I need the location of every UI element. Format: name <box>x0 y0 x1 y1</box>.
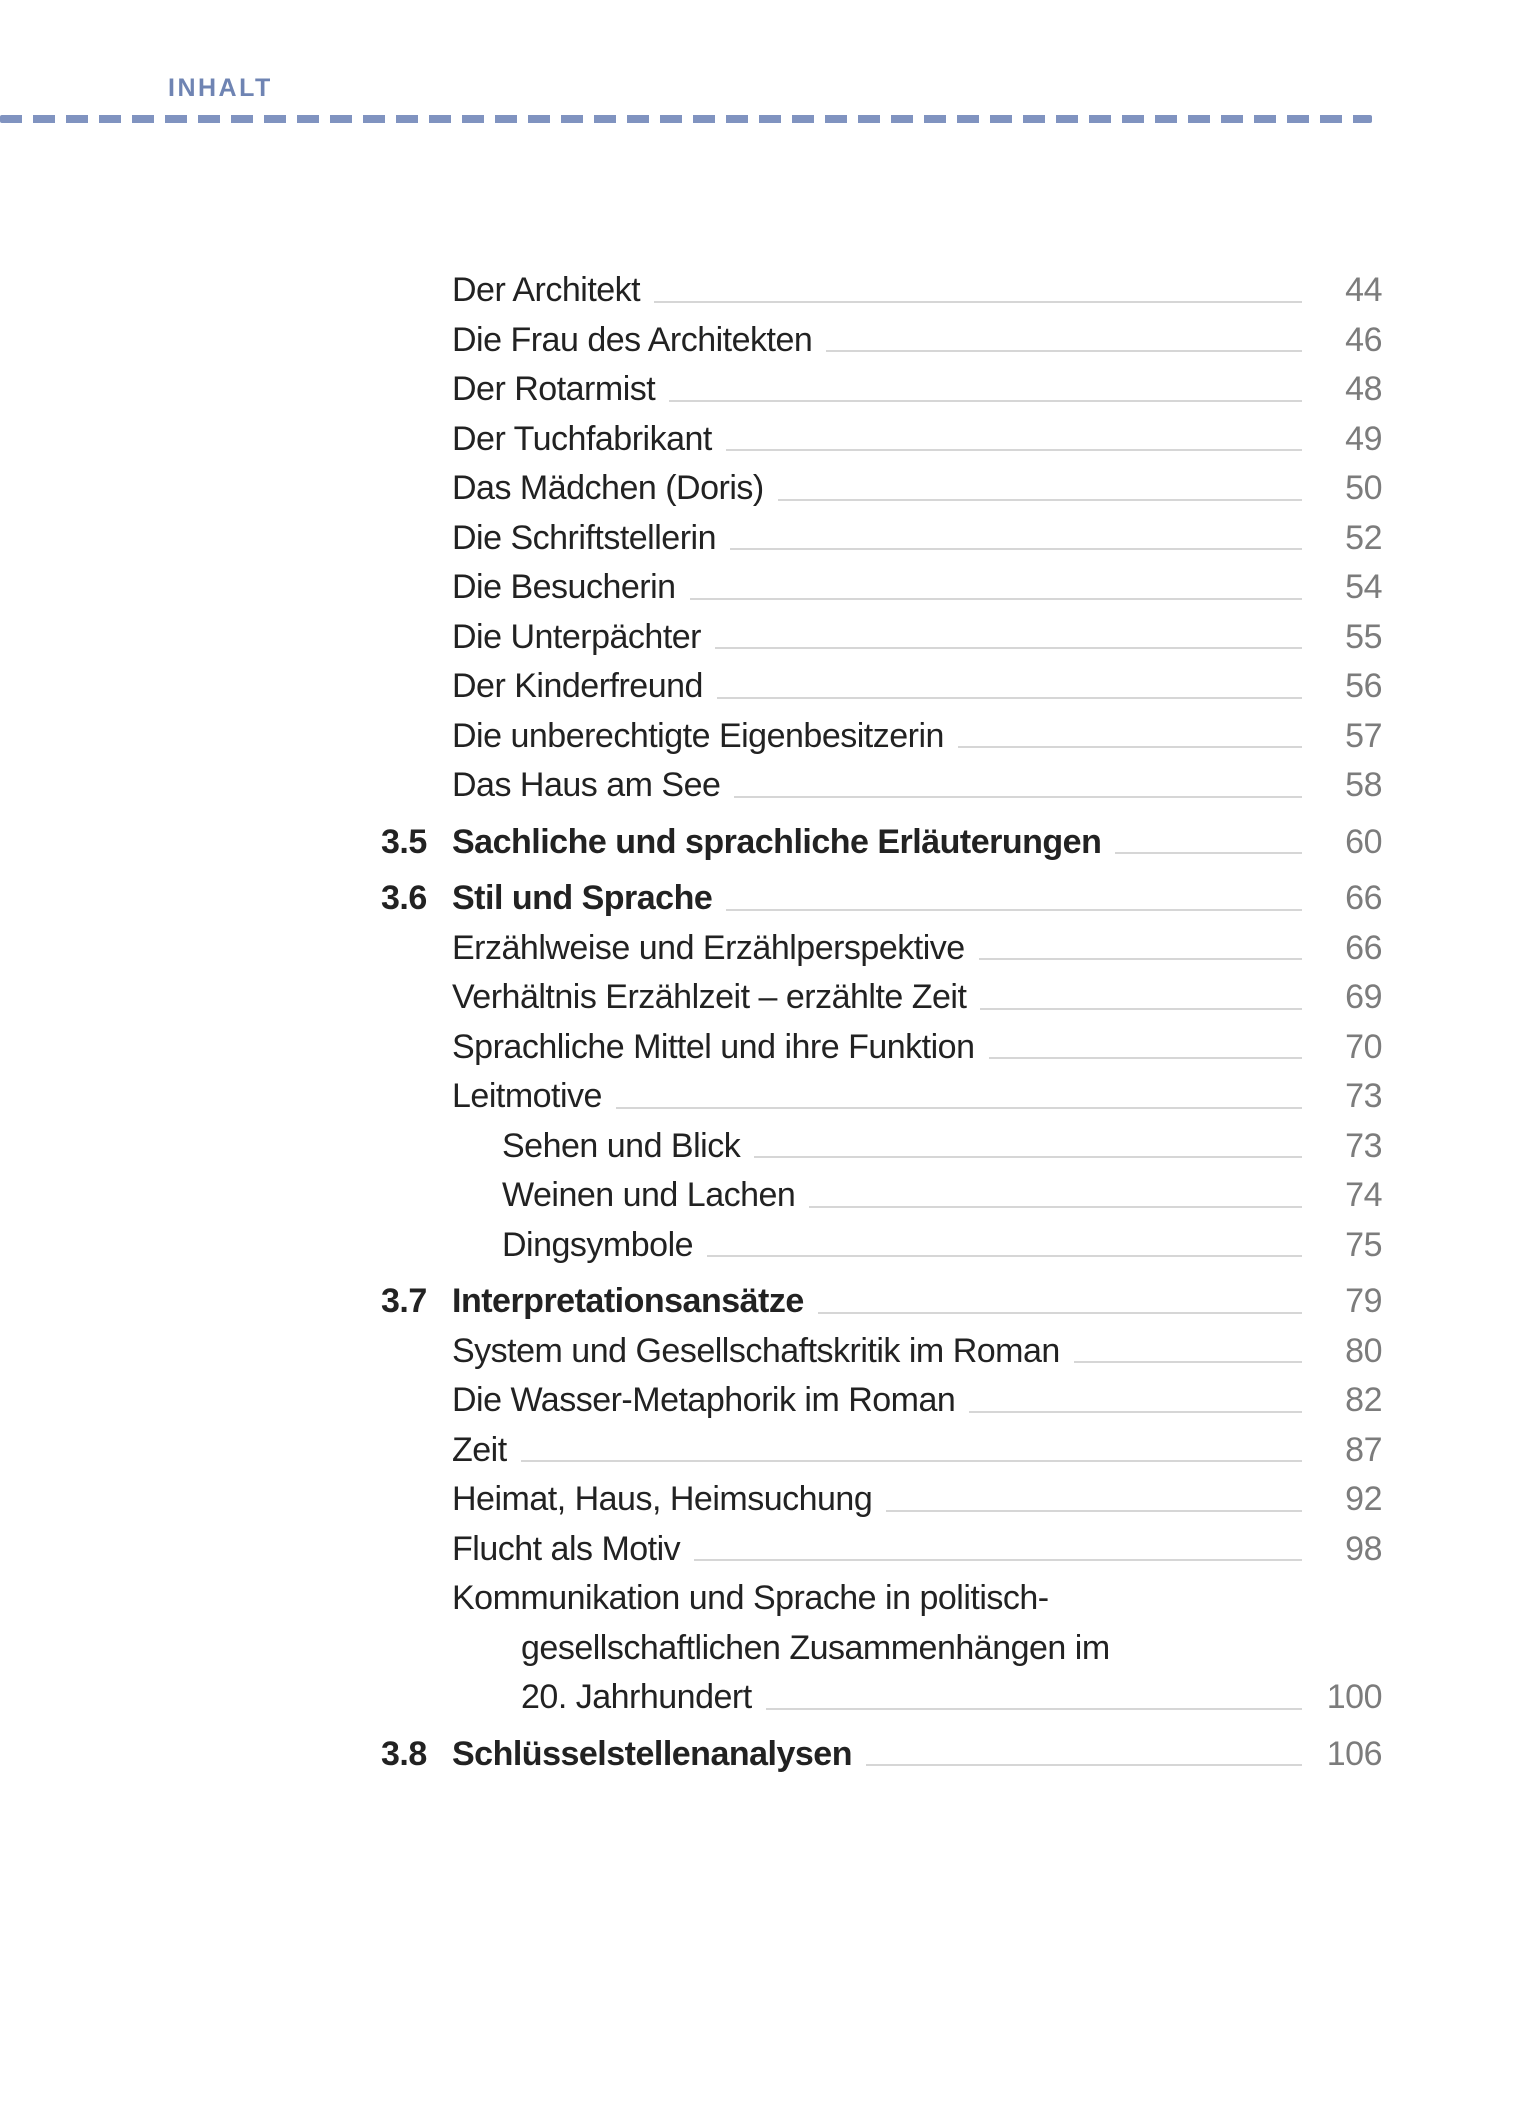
entry-label: Sachliche und sprachliche Erläuterungen <box>452 822 1102 861</box>
leader-line <box>726 449 1302 451</box>
section-number: 3.6 <box>381 879 427 917</box>
page-number: 56 <box>1345 667 1382 705</box>
entry-label: Der Rotarmist <box>452 370 656 408</box>
entry-label: Das Haus am See <box>452 766 721 804</box>
page-number: 100 <box>1326 1678 1382 1716</box>
leader-line <box>766 1708 1302 1710</box>
page-number: 98 <box>1345 1529 1382 1568</box>
page-number: 57 <box>1345 716 1382 755</box>
entry-label: Verhältnis Erzählzeit – erzählte Zeit <box>452 978 967 1016</box>
entry-label: Sehen und Blick <box>502 1126 741 1165</box>
toc-row <box>0 874 1537 924</box>
section-number: 3.7 <box>381 1282 427 1320</box>
toc-row <box>0 662 1537 712</box>
leader-line <box>616 1107 1302 1109</box>
page-number: 52 <box>1345 518 1382 557</box>
table-of-contents <box>0 266 1537 1779</box>
leader-line <box>715 647 1302 649</box>
leader-line <box>754 1156 1302 1158</box>
toc-row <box>0 1122 1537 1172</box>
entry-label: Zeit <box>452 1430 507 1469</box>
entry-label: Weinen und Lachen <box>502 1176 796 1214</box>
leader-line <box>1074 1361 1302 1363</box>
page-number: 58 <box>1345 766 1382 804</box>
toc-row <box>0 1426 1537 1476</box>
entry-label: Die unberechtigte Eigenbesitzerin <box>452 716 944 755</box>
leader-line <box>734 796 1302 798</box>
entry-label: Der Tuchfabrikant <box>452 419 712 458</box>
toc-row <box>0 924 1537 974</box>
leader-line <box>980 1008 1302 1010</box>
toc-row <box>0 1574 1537 1624</box>
entry-label: gesellschaftlichen Zusammenhängen im <box>521 1628 1110 1667</box>
leader-line <box>958 746 1302 748</box>
toc-row <box>0 818 1537 868</box>
toc-row <box>0 266 1537 316</box>
page-number: 75 <box>1345 1225 1382 1264</box>
toc-row <box>0 1221 1537 1271</box>
entry-label: Interpretationsansätze <box>452 1282 804 1320</box>
entry-label: Der Architekt <box>452 271 641 309</box>
leader-line <box>979 958 1302 960</box>
page-number: 82 <box>1345 1381 1382 1419</box>
page-number: 73 <box>1345 1077 1382 1115</box>
page-number: 50 <box>1345 469 1382 507</box>
toc-row <box>0 712 1537 762</box>
entry-label: Die Schriftstellerin <box>452 518 716 557</box>
entry-label: Die Frau des Architekten <box>452 320 813 359</box>
page-number: 92 <box>1345 1480 1382 1518</box>
entry-label: Stil und Sprache <box>452 879 713 917</box>
toc-row <box>0 1730 1537 1780</box>
page-number: 46 <box>1345 320 1382 359</box>
leader-line <box>826 350 1302 352</box>
leader-line <box>654 301 1302 303</box>
toc-row <box>0 1023 1537 1073</box>
toc-row <box>0 365 1537 415</box>
toc-row <box>0 613 1537 663</box>
entry-label: Leitmotive <box>452 1077 602 1115</box>
leader-line <box>1115 852 1302 854</box>
leader-line <box>778 499 1302 501</box>
leader-line <box>730 548 1302 550</box>
toc-row <box>0 514 1537 564</box>
entry-label: Die Besucherin <box>452 568 676 606</box>
leader-line <box>726 909 1302 911</box>
leader-line <box>969 1411 1302 1413</box>
entry-label: Dingsymbole <box>502 1225 694 1264</box>
page-number: 66 <box>1345 879 1382 917</box>
leader-line <box>690 598 1302 600</box>
leader-line <box>809 1206 1302 1208</box>
entry-label: Erzählweise und Erzählperspektive <box>452 928 965 967</box>
leader-line <box>521 1460 1302 1462</box>
page-number: 69 <box>1345 978 1382 1016</box>
toc-row <box>0 973 1537 1023</box>
toc-row <box>0 563 1537 613</box>
section-number: 3.5 <box>381 822 427 861</box>
entry-label: Flucht als Motiv <box>452 1529 681 1568</box>
toc-row <box>0 1277 1537 1327</box>
toc-row <box>0 1171 1537 1221</box>
page-number: 49 <box>1345 419 1382 458</box>
entry-label: Der Kinderfreund <box>452 667 703 705</box>
page-number: 87 <box>1345 1430 1382 1469</box>
leader-line <box>886 1510 1302 1512</box>
entry-label: Das Mädchen (Doris) <box>452 469 764 507</box>
page-number: 106 <box>1326 1734 1382 1773</box>
leader-line <box>694 1559 1302 1561</box>
entry-label: Sprachliche Mittel und ihre Funktion <box>452 1027 975 1066</box>
page-number: 48 <box>1345 370 1382 408</box>
page-number: 79 <box>1345 1282 1382 1320</box>
toc-row <box>0 415 1537 465</box>
entry-label: Kommunikation und Sprache in politisch- <box>452 1579 1049 1617</box>
toc-row <box>0 1327 1537 1377</box>
page-number: 80 <box>1345 1331 1382 1370</box>
toc-row <box>0 761 1537 811</box>
leader-line <box>717 697 1302 699</box>
leader-line <box>818 1312 1302 1314</box>
page-number: 60 <box>1345 822 1382 861</box>
leader-line <box>707 1255 1302 1257</box>
leader-line <box>866 1764 1302 1766</box>
toc-row <box>0 1673 1537 1723</box>
toc-row <box>0 1624 1537 1674</box>
toc-row <box>0 1072 1537 1122</box>
leader-line <box>989 1057 1303 1059</box>
entry-label: System und Gesellschaftskritik im Roman <box>452 1331 1060 1370</box>
entry-label: 20. Jahrhundert <box>521 1678 752 1716</box>
page-number: 55 <box>1345 617 1382 656</box>
page-number: 70 <box>1345 1027 1382 1066</box>
toc-row <box>0 1525 1537 1575</box>
entry-label: Schlüsselstellenanalysen <box>452 1734 852 1773</box>
entry-label: Die Unterpächter <box>452 617 702 656</box>
page-number: 66 <box>1345 928 1382 967</box>
entry-label: Die Wasser-Metaphorik im Roman <box>452 1381 956 1419</box>
page-number: 54 <box>1345 568 1382 606</box>
toc-row <box>0 1376 1537 1426</box>
page-title: INHALT <box>168 74 273 102</box>
toc-row <box>0 1475 1537 1525</box>
header-dashed-rule <box>0 115 1372 123</box>
leader-line <box>669 400 1302 402</box>
page-number: 73 <box>1345 1126 1382 1165</box>
section-number: 3.8 <box>381 1734 427 1773</box>
entry-label: Heimat, Haus, Heimsuchung <box>452 1480 873 1518</box>
toc-row <box>0 316 1537 366</box>
page-number: 44 <box>1345 271 1382 309</box>
toc-row <box>0 464 1537 514</box>
page-number: 74 <box>1345 1176 1382 1214</box>
